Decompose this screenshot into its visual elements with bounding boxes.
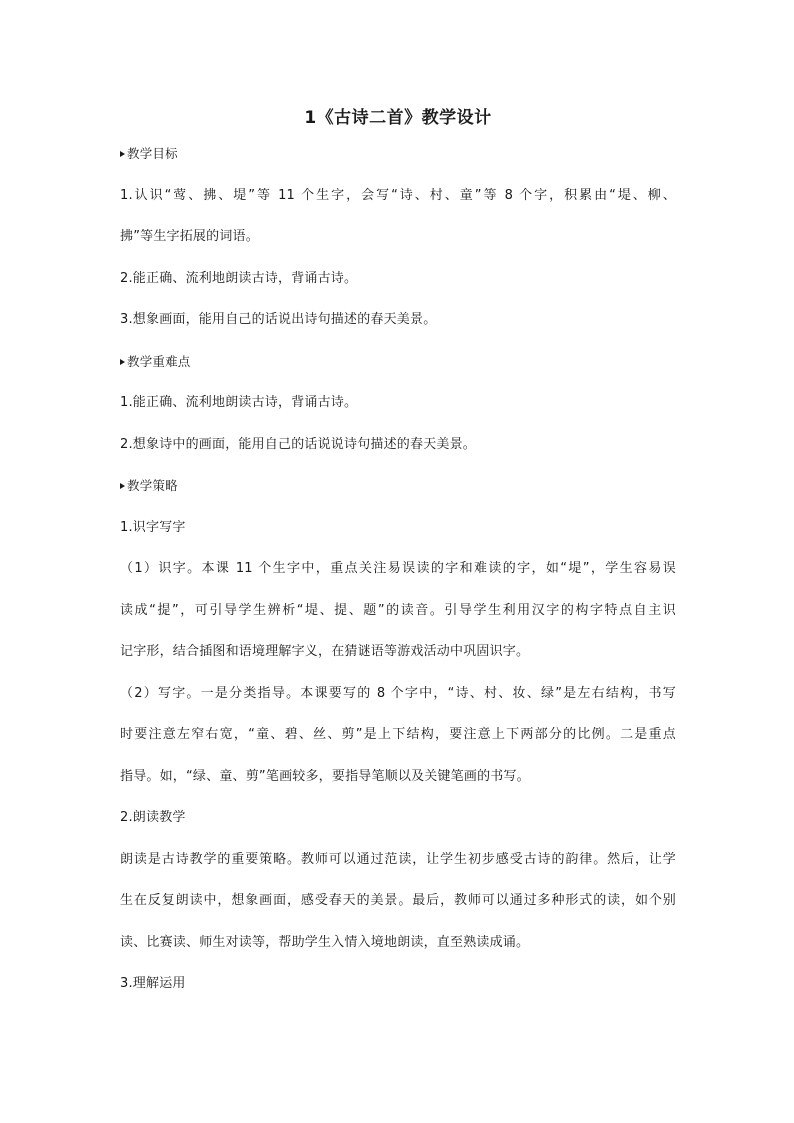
paragraph-line: 1.认识“莺、拂、堤”等 11 个生字，会写“诗、村、童”等 8 个字，积累由“堤、柳、 [120,187,676,203]
heading-text: 教学策略 [127,478,178,493]
triangle-bullet-icon [120,359,125,365]
paragraph-line: 读成“提”，可引导学生辨析“堤、提、题”的读音。引导学生利用汉字的构字特点自主识 [120,602,676,618]
paragraph-line: （2）写字。一是分类指导。本课要写的 8 个字中，“诗、村、妆、绿”是左右结构，书写 [120,685,676,701]
subheading: 1.识字写字 [120,519,186,535]
paragraph-line: （1）识字。本课 11 个生字中，重点关注易误读的字和难读的字，如“堤”，学生容易误 [120,561,676,576]
heading-text: 教学重难点 [127,353,191,369]
heading-text: 教学目标 [127,146,178,161]
paragraph-line: 记字形，结合插图和语境理解字义，在猜谜语等游戏活动中巩固识字。 [120,644,530,659]
paragraph-line: 1.能正确、流利地朗读古诗，背诵古诗。 [120,395,358,410]
section-heading-strategy [120,478,676,520]
paragraph-line: 生在反复朗读中，想象画面，感受春天的美景。最后，教师可以通过多种形式的读，如个别 [120,893,676,908]
paragraph-line: 朗读是古诗教学的重要策略。教师可以通过范读，让学生初步感受古诗的韵律。然后，让学 [120,851,676,867]
triangle-bullet-icon [120,151,125,157]
section-heading-goals [120,146,676,188]
subheading: 3.理解运用 [120,976,186,991]
section-heading-key-points [120,354,676,396]
paragraph-line: 时要注意左窄右宽，“童、碧、丝、剪”是上下结构，要注意上下两部分的比例。二是重点 [120,727,676,742]
triangle-bullet-icon [120,483,125,489]
document-title: 1《古诗二首》教学设计 [304,108,492,128]
paragraph-line: 2.想象诗中的画面，能用自己的话说说诗句描述的春天美景。 [120,436,477,452]
paragraph-line: 读、比赛读、师生对读等，帮助学生入情入境地朗读，直至熟读成诵。 [120,934,530,950]
paragraph-line: 2.能正确、流利地朗读古诗，背诵古诗。 [120,270,358,286]
subheading: 2.朗读教学 [120,810,186,825]
paragraph-line: 指导。如，“绿、童、剪”笔画较多，要指导笔顺以及关键笔画的书写。 [120,768,530,784]
paragraph-line: 3.想象画面，能用自己的话说出诗句描述的春天美景。 [120,312,437,327]
paragraph-line: 拂”等生字拓展的词语。 [120,229,259,244]
document-body [120,104,676,1018]
